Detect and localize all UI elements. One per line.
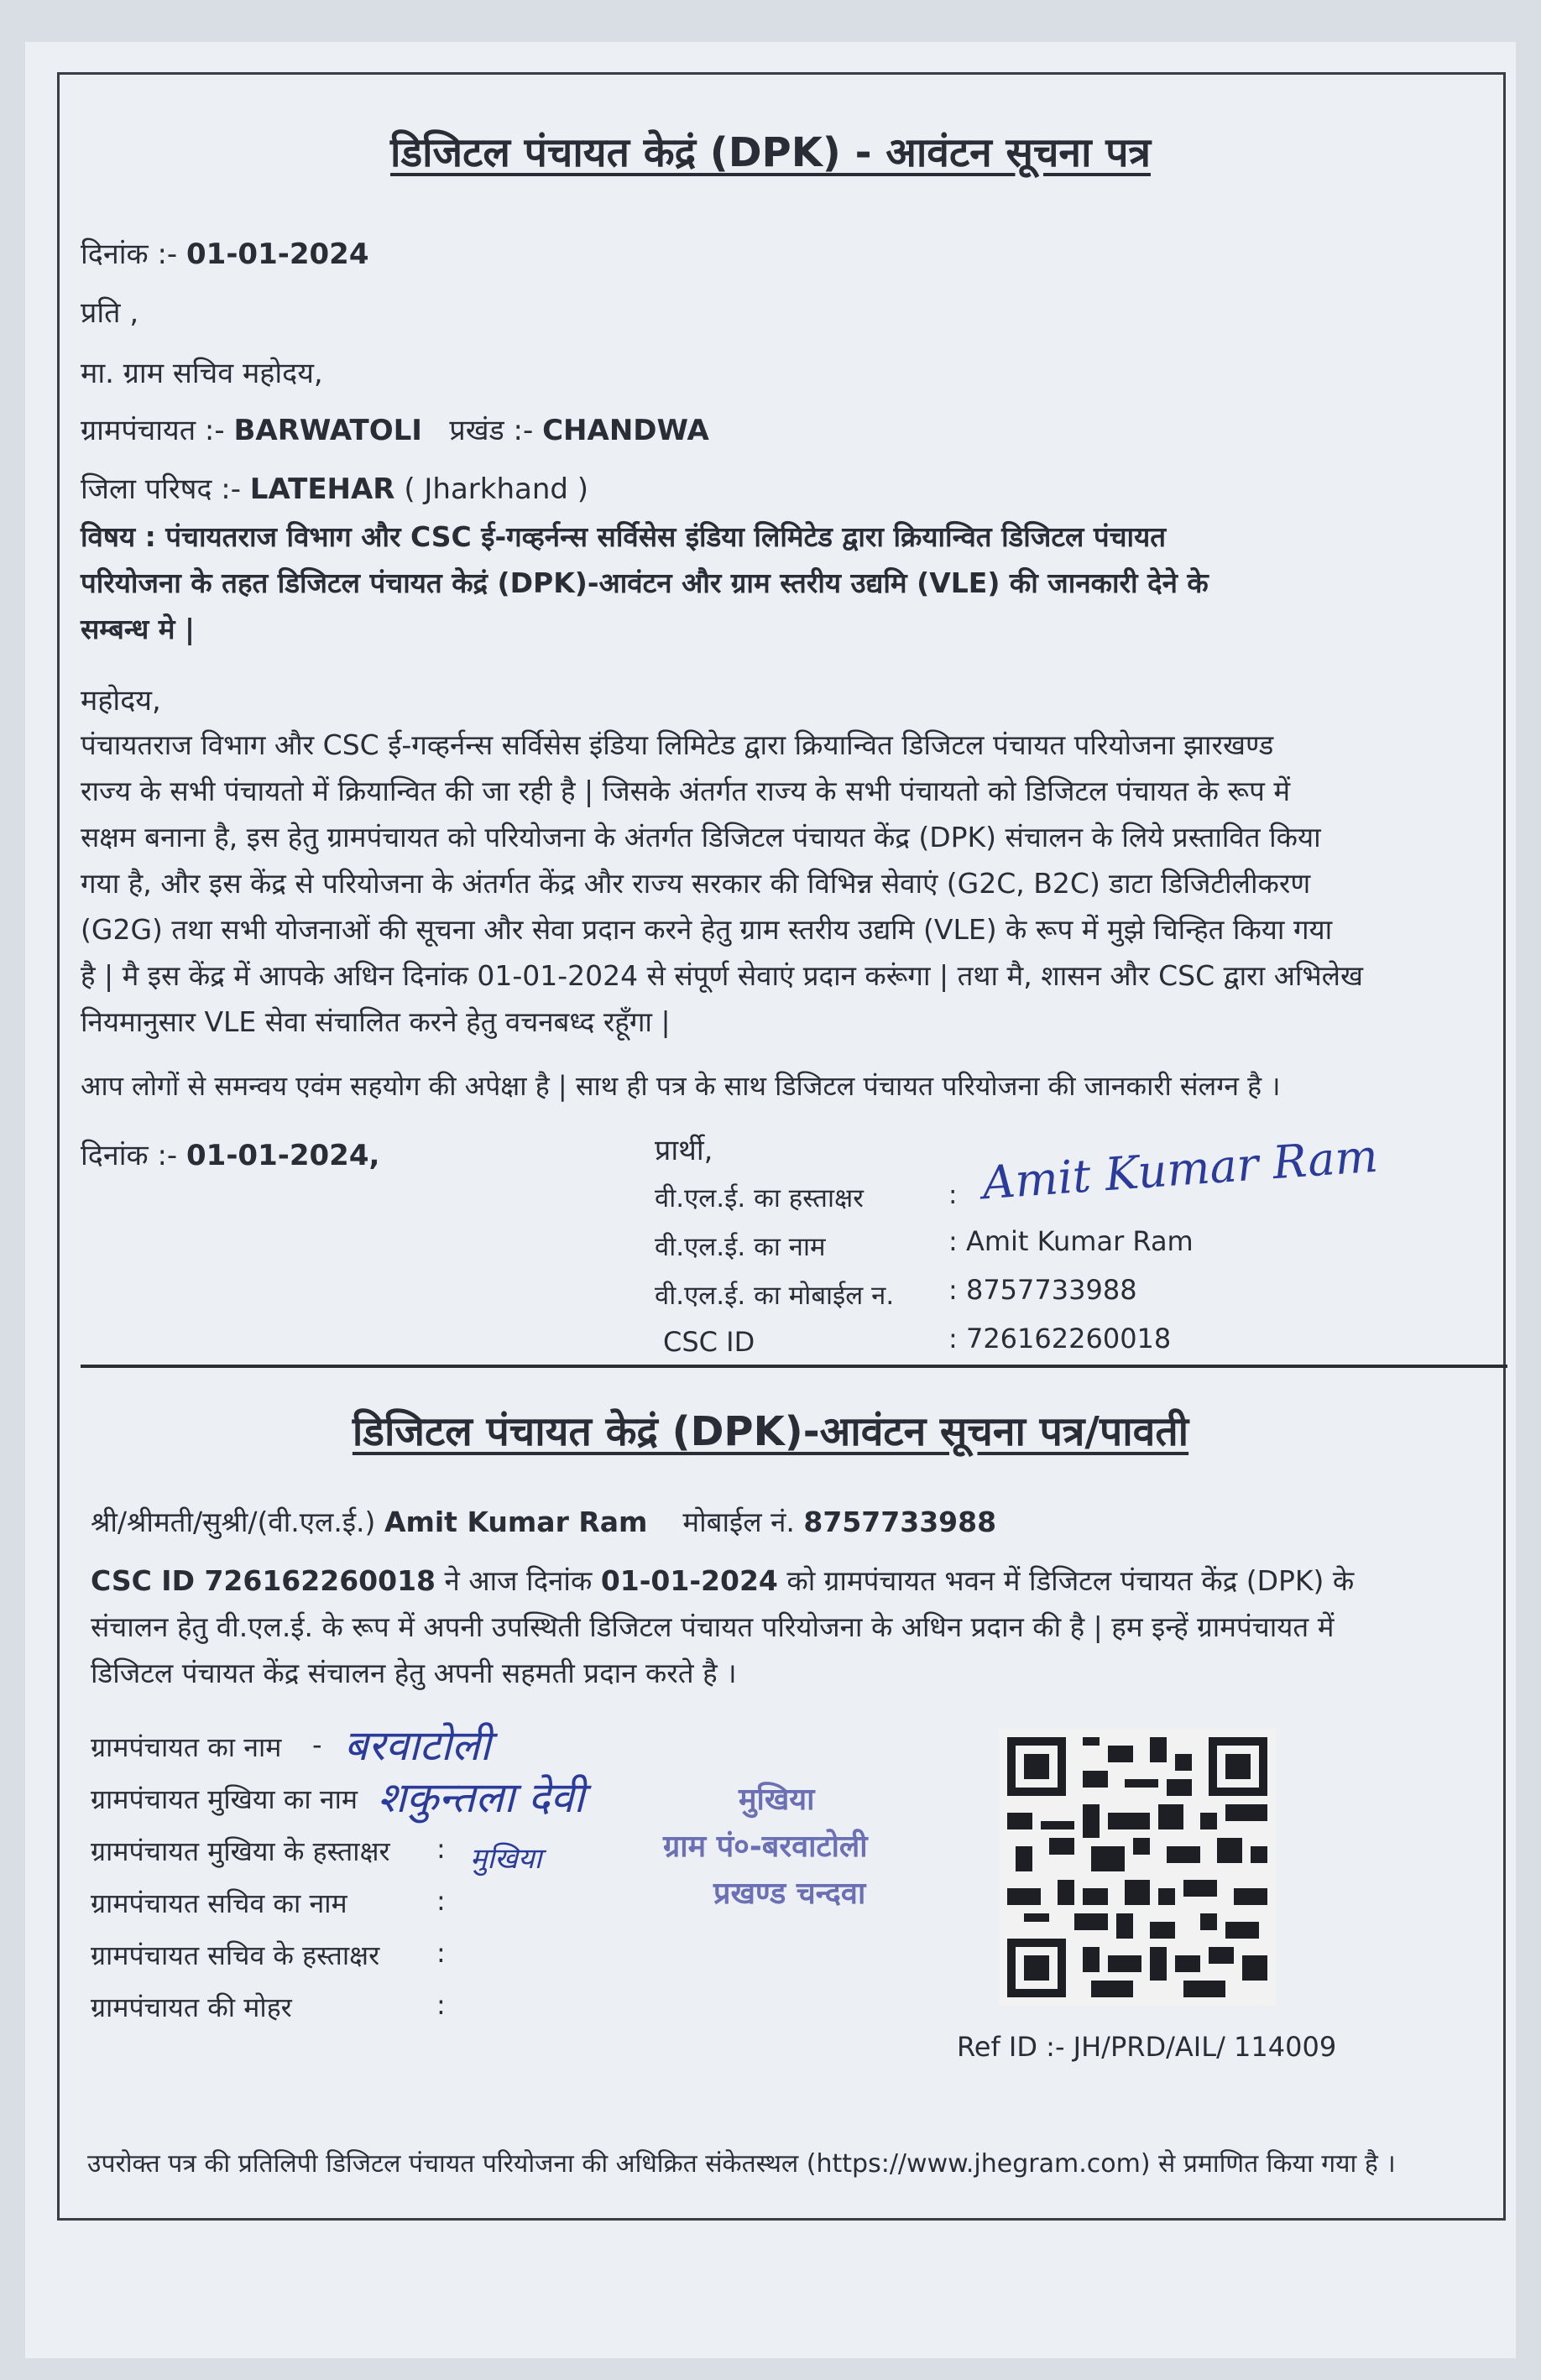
letter-date: दिनांक :- 01-01-2024 [81,237,369,271]
vle-name-value: : Amit Kumar Ram [948,1225,1194,1257]
receipt-title: डिजिटल पंचायत केद्रं (DPK)-आवंटन सूचना पत्र/पावती [352,1408,1189,1455]
ref-id: Ref ID :- JH/PRD/AIL/ 114009 [957,2031,1337,2063]
handwritten-mukhiya-name: शकुन्तला देवी [378,1773,585,1822]
mukhiya-sign-colon: : [436,1833,446,1865]
footer-note: उपरोक्त पत्र की प्रतिलिपी डिजिटल पंचायत परियोजना की अधिक्रित संकेतस्थल (https://www.jhegram.com) से प्रमाणित किया गया है । [87,2149,1396,2179]
seal-colon: : [436,1989,446,2021]
vle-mobile-value: : 8757733988 [948,1274,1137,1306]
addressee: मा. ग्राम सचिव महोदय, [81,357,323,390]
gp-name-label: ग्रामपंचायत का नाम [91,1731,282,1763]
letter-body: पंचायतराज विभाग और CSC ई-गव्हर्नन्स सर्विसेस इंडिया लिमिटेड द्वारा क्रियान्वित डिजिटल पंचायत परियोजना झारखण्ड राज्य के सभी पंचायतो में क्रियान्वित की जा रही है | जिसके अंतर्गत राज्य के सभी पंचायतो को डिजिटल पंचायत के रूप में सक्षम बनाना है, इस हेतु ग्रामपंचायत को परियोजना के अंतर्गत डिजिटल पंचायत केंद्र (DPK) संचालन के लिये प्रस्तावित किया गया है, और इस केंद्र से परियोजना के अंतर्गत केंद्र और राज्य सरकार की विभिन्न सेवाएं (G2C, B2C) डाटा डिजिटीलीकरण (G2G) तथा सभी योजनाओं की सूचना और सेवा प्रदान करने हेतु ग्राम स्तरीय उद्यमि (VLE) के रूप में मुझे चिन्हित किया गया है | मै इस केंद्र में आपके अधिन दिनांक 01-01-2024 से संपूर्ण सेवाएं प्रदान करूंगा | तथा मै, शासन और CSC द्वारा अभिलेख नियमानुसार VLE सेवा संचालित करने हेतु वचनबध्द रहूँगा | [81,728,1364,1038]
district-line: जिला परिषद :- LATEHAR ( Jharkhand ) [81,472,589,506]
vle-sign-label: वी.एल.ई. का हस्ताक्षर [655,1183,864,1213]
csc-id-value: : 726162260018 [948,1323,1172,1354]
secretary-name-label: ग्रामपंचायत सचिव का नाम [91,1887,347,1919]
stamp-line-1: मुखिया [739,1782,815,1817]
vle-name-label: वी.एल.ई. का नाम [655,1232,826,1262]
gp-name-colon: - [312,1729,322,1761]
receipt-body: CSC ID 726162260018 ने आज दिनांक 01-01-2024 को ग्रामपंचायत भवन में डिजिटल पंचायत केंद्र (DPK) के संचालन हेतु वी.एल.ई. के रूप में अपनी उपस्थिती डिजिटल पंचायत परियोजना के अधिन प्रदान की है | हम इन्हें ग्रामपंचायत में डिजिटल पंचायत केंद्र संचालन हेतु अपनी सहमती प्रदान करते है । [91,1564,1355,1689]
vle-mobile-label: वी.एल.ई. का मोबाईल न. [655,1281,895,1311]
vle-signature: Amit Kumar Ram [980,1129,1380,1210]
applicant-label: प्रार्थी, [655,1134,713,1167]
secretary-name-colon: : [436,1885,446,1917]
stamp-line-2: ग्राम पं०-बरवाटोली [663,1829,868,1864]
mukhiya-sign-label: ग्रामपंचायत मुखिया के हस्ताक्षर [91,1835,390,1867]
handwritten-gp-name: बरवाटोली [344,1721,491,1770]
closing-line: आप लोगों से समन्वय एवंम सहयोग की अपेक्षा है | साथ ही पत्र के साथ डिजिटल पंचायत परियोजना की जानकारी संलग्न है । [81,1070,1281,1102]
receipt-name-line: श्री/श्रीमती/सुश्री/(वी.एल.ई.) Amit Kumar Ram मोबाईल नं. 8757733988 [91,1506,997,1538]
secretary-sign-colon: : [436,1937,446,1969]
gram-panchayat-line: ग्रामपंचायत :- BARWATOLI प्रखंड :- CHANDWA [81,414,709,447]
document-title: डिजिटल पंचायत केद्रं (DPK) - आवंटन सूचना पत्र [390,129,1151,176]
qr-code [999,1729,1276,2006]
stamp-line-3: प्रखण्ड चन्दवा [713,1876,866,1911]
secretary-sign-label: ग्रामपंचायत सचिव के हस्ताक्षर [91,1939,380,1971]
vle-sign-colon: : [948,1180,958,1210]
csc-id-label: CSC ID [663,1326,755,1358]
seal-label: ग्रामपंचायत की मोहर [91,1991,292,2023]
handwritten-mukhiya-sign: मुखिया [470,1842,542,1876]
section-divider [81,1365,1507,1368]
sign-date: दिनांक :- 01-01-2024, [81,1139,380,1172]
mukhiya-name-label: ग्रामपंचायत मुखिया का नाम [91,1783,358,1815]
salutation: महोदय, [81,684,161,718]
subject-block: विषय : पंचायतराज विभाग और CSC ई-गव्हर्नन्स सर्विसेस इंडिया लिमिटेड द्वारा क्रियान्वित डिजिटल पंचायत परियोजना के तहत डिजिटल पंचायत केद्रं (DPK)-आवंटन और ग्राम स्तरीय उद्यमि (VLE) की जानकारी देने के सम्बन्ध मे | [81,520,1209,645]
letter-to: प्रति , [81,296,139,330]
